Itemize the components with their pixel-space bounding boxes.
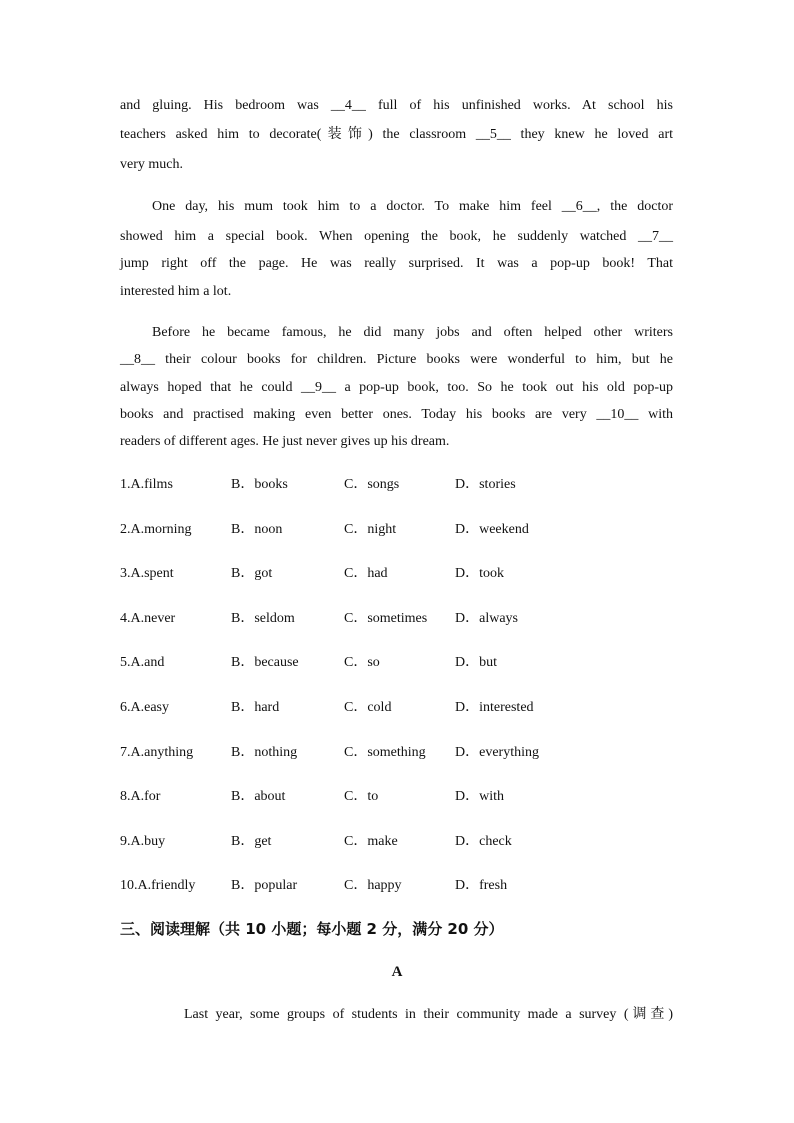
option-d: D．stories [455, 477, 516, 492]
section-heading: 三、阅读理解（共 10 小题；每小题 2 分，满分 20 分） [120, 920, 504, 938]
option-a: 3.A.spent [120, 566, 174, 582]
option-b: B．books [231, 477, 288, 492]
paragraph-line: showed him a special book. When opening the book, he suddenly watched __7__ [120, 229, 673, 244]
option-d: D．fresh [455, 878, 508, 894]
question-row [120, 832, 680, 877]
paragraph-line: Last year, some groups of students in their community made a survey (调查) [184, 1007, 673, 1022]
question-row [120, 698, 680, 743]
option-c: C．so [344, 655, 380, 671]
question-row [120, 609, 680, 654]
paragraph-line: Before he became famous, he did many jobs and often helped other writers [152, 325, 673, 340]
option-c: C．to [344, 789, 379, 805]
answer-options [120, 475, 680, 921]
paragraph-line: One day, his mum took him to a doctor. To make him feel __6__, the doctor [152, 199, 673, 214]
paragraph-line: teachers asked him to decorate(装饰) the classroom __5__ they knew he loved art [120, 127, 673, 142]
paragraph-line: jump right off the page. He was really surprised. It was a pop-up book! That [120, 256, 673, 271]
option-d: D．everything [455, 744, 539, 760]
question-row [120, 876, 680, 921]
paragraph-line: books and practised making even better ones. Today his books are very __10__ with [120, 407, 673, 422]
option-d: D．but [455, 655, 497, 671]
option-b: B．noon [231, 521, 283, 537]
option-b: B．get [231, 833, 272, 849]
option-a: 6.A.easy [120, 699, 169, 715]
option-c: C．make [344, 833, 398, 849]
question-row [120, 564, 680, 609]
question-row [120, 787, 680, 832]
option-a: 8.A.for [120, 789, 161, 805]
option-b: B．got [231, 566, 273, 582]
option-b: B．popular [231, 878, 298, 894]
option-c: C．something [344, 744, 426, 760]
option-d: D．interested [455, 699, 534, 715]
option-a: 4.A.never [120, 610, 176, 626]
option-d: D．always [455, 610, 518, 626]
question-row [120, 520, 680, 565]
passage-title: A [391, 964, 403, 980]
option-a: 5.A.and [120, 655, 165, 671]
option-d: D．took [455, 566, 504, 582]
option-b: B．because [231, 655, 299, 671]
option-b: B．seldom [231, 610, 295, 626]
question-row [120, 743, 680, 788]
paragraph-line: always hoped that he could __9__ a pop-up book, too. So he took out his old pop-up [120, 380, 673, 395]
option-c: C．had [344, 566, 388, 582]
paragraph-line: readers of different ages. He just never gives up his dream. [120, 434, 450, 449]
paragraph-line: very much. [120, 157, 183, 172]
option-a: 10.A.friendly [120, 878, 196, 894]
option-c: C．cold [344, 699, 392, 715]
option-b: B．about [231, 789, 286, 805]
option-d: D．with [455, 789, 504, 805]
option-b: B．nothing [231, 744, 298, 760]
option-c: C．songs [344, 477, 400, 492]
option-a: 2.A.morning [120, 521, 192, 537]
option-b: B．hard [231, 699, 280, 715]
question-row [120, 653, 680, 698]
paragraph-line: interested him a lot. [120, 284, 232, 299]
option-c: C．sometimes [344, 610, 428, 626]
option-a: 7.A.anything [120, 744, 194, 760]
option-d: D．weekend [455, 521, 529, 537]
paragraph-line: and gluing. His bedroom was __4__ full of his unfinished works. At school his [120, 98, 673, 113]
option-a: 1.A.films [120, 477, 173, 492]
option-a: 9.A.buy [120, 833, 166, 849]
paragraph-line: __8__ their colour books for children. Picture books were wonderful to him, but he [120, 352, 673, 367]
option-c: C．happy [344, 878, 402, 894]
option-c: C．night [344, 521, 397, 537]
option-d: D．check [455, 833, 512, 849]
question-row [120, 475, 680, 520]
